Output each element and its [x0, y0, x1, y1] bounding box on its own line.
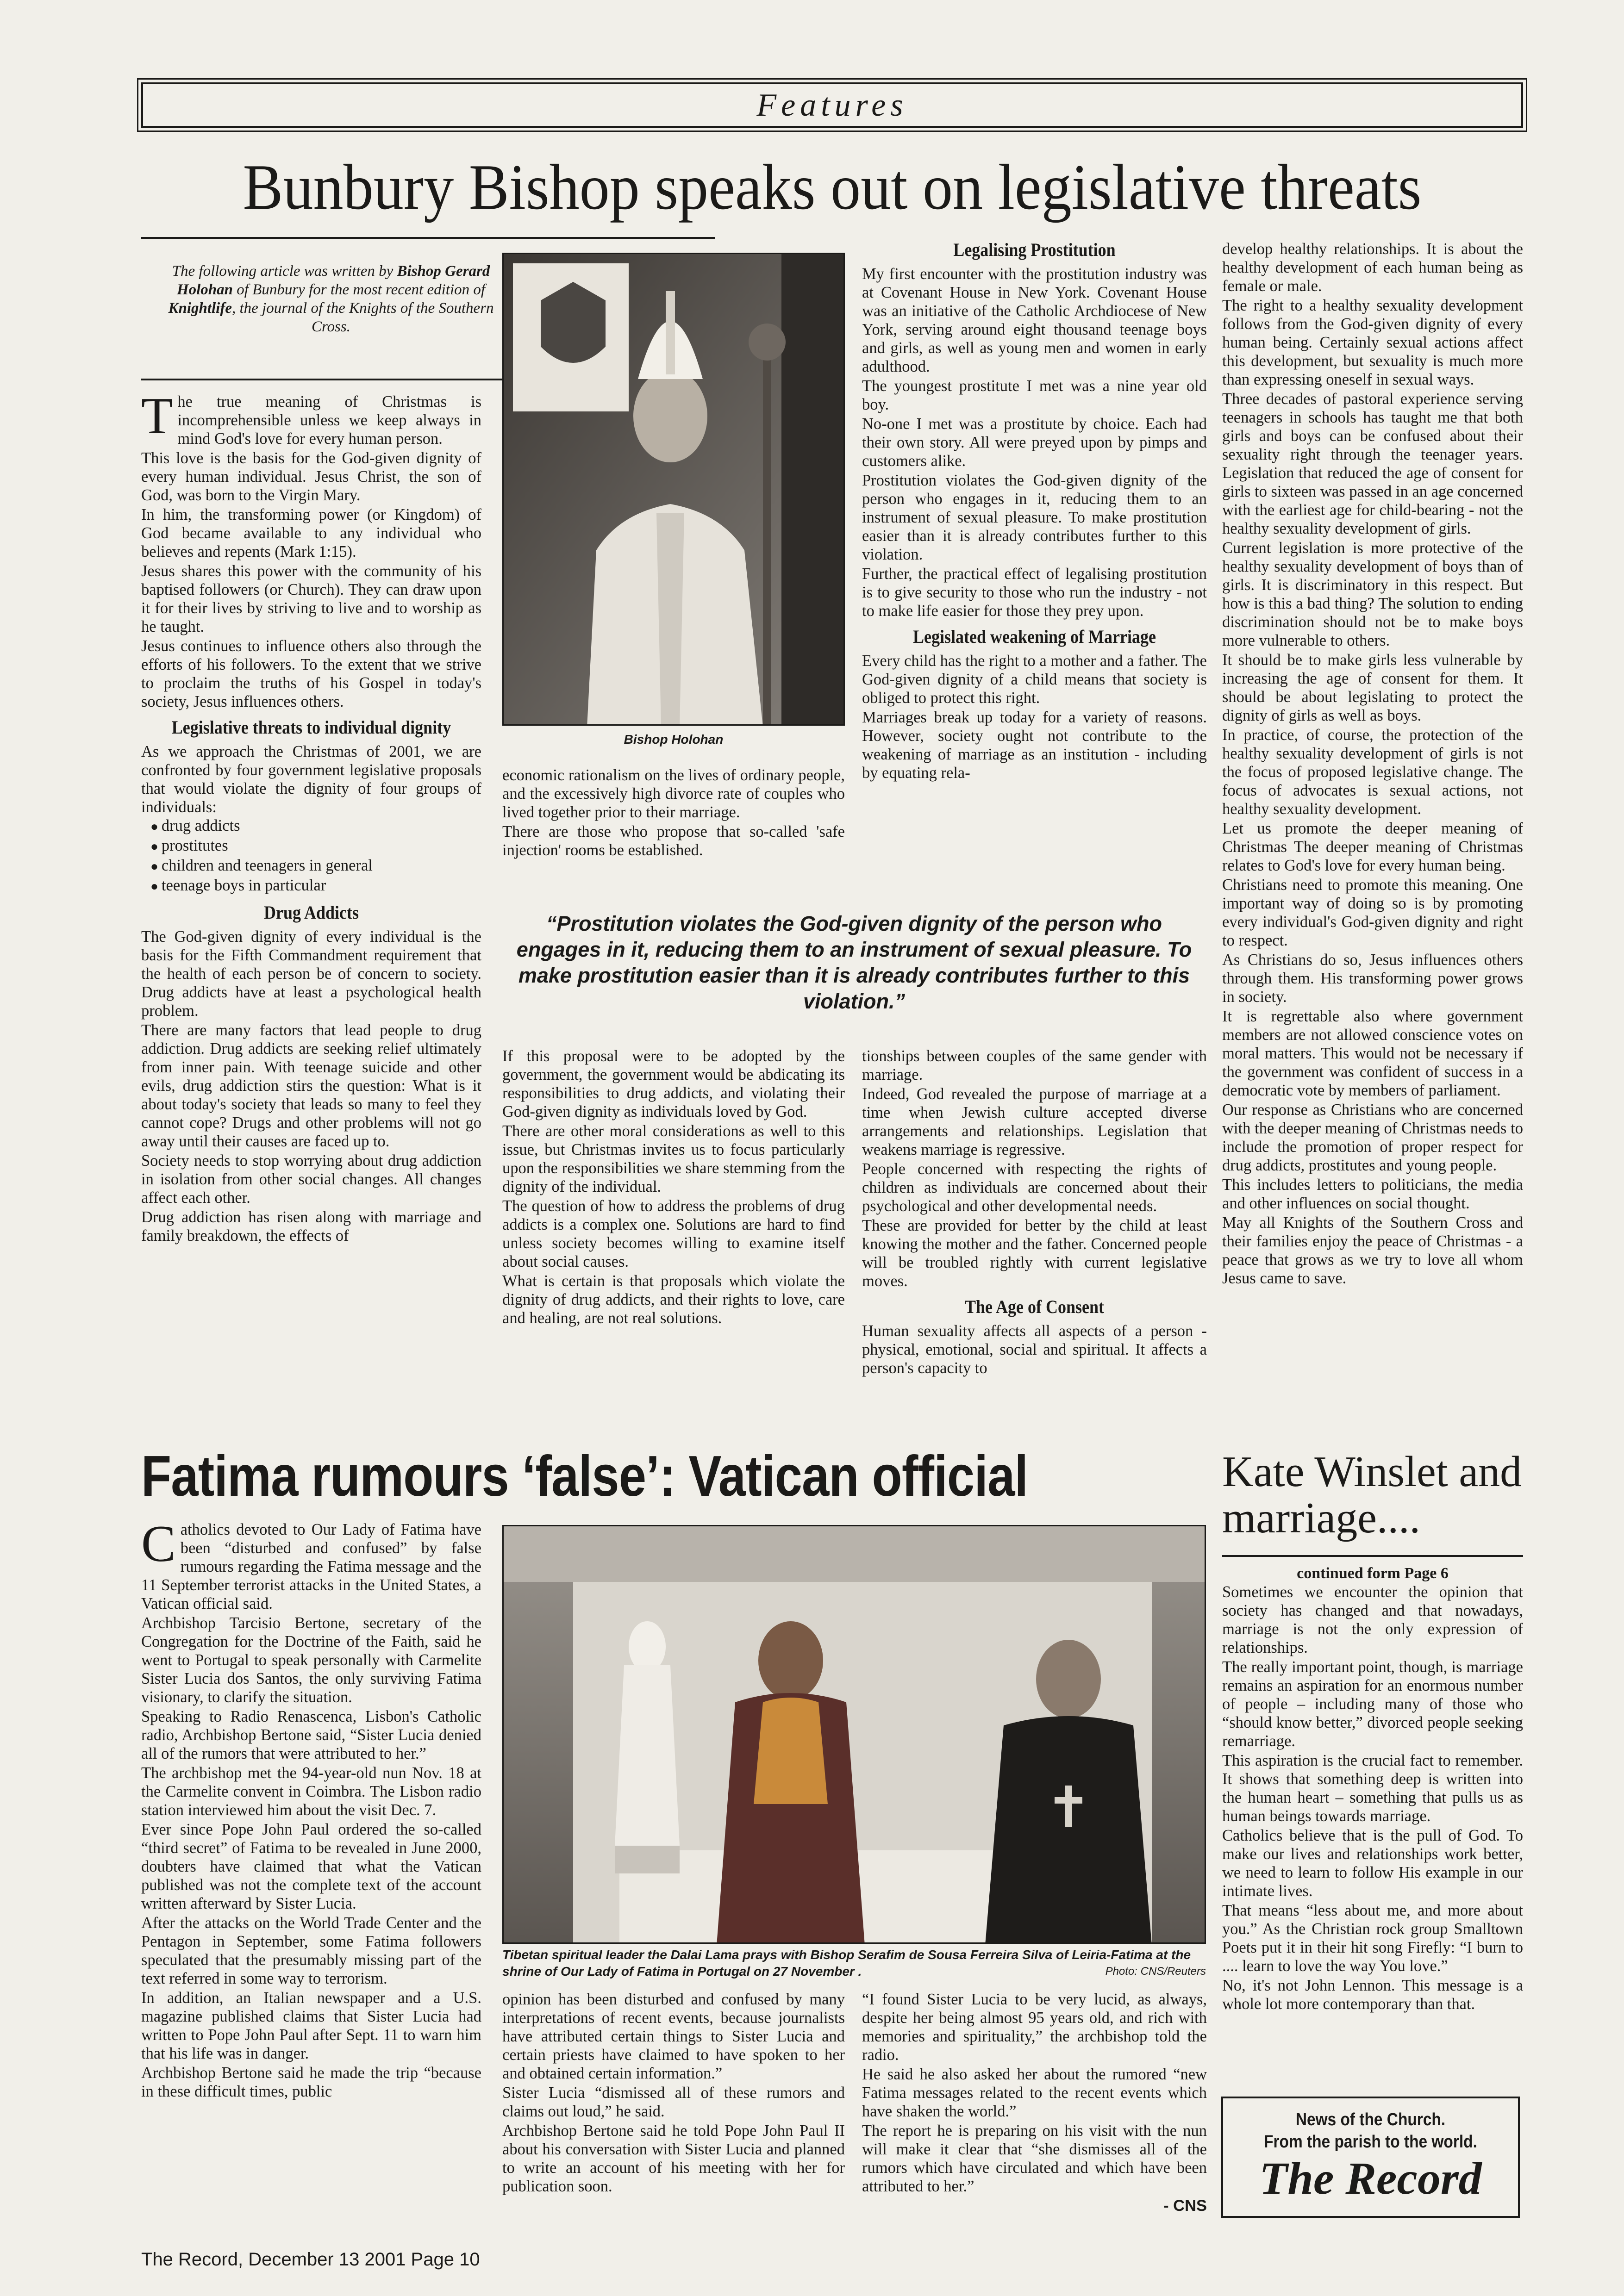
- subheading-age-of-consent: The Age of Consent: [964, 1296, 1104, 1317]
- bullet-item: ● drug addicts: [150, 816, 481, 836]
- kate-rule: [1222, 1555, 1523, 1557]
- paragraph: The question of how to address the problems of drug addicts is a complex one. Solutions are hard to find unless society becomes willing to examine itself about social causes.: [502, 1197, 845, 1270]
- paragraph: Catholics devoted to Our Lady of Fatima have been “disturbed and confused” by false rumours regarding the Fatima message and the 11 September terrorist attacks in the United States, a Vatican official said.: [141, 1515, 481, 1612]
- paragraph: Marriages break up today for a variety of reasons. However, society ought not contribute to the weakening of marriage as an institution - including by equating rela-: [862, 709, 1207, 782]
- paragraph: That means “less about me, and more about you.” As the Christian rock group Smalltown Poets put it in their hit song Firefly: “I burn to .... learn to love the way You love.”: [1222, 1902, 1523, 1975]
- subheading-legislative: Legislative threats to individual dignity: [171, 717, 451, 738]
- paragraph: No-one I met was a prostitute by choice. Each had their own story. All were preyed upon by pimps and customers alike.: [862, 415, 1207, 470]
- paragraph: Ever since Pope John Paul ordered the so-called “third secret” of Fatima to be revealed in June 2000, doubters have claimed that what the Vatican published was not the complete text of the account written afterward by Sister Lucia.: [141, 1821, 481, 1912]
- paragraph: Drug addiction has risen along with marriage and family breakdown, the effects of: [141, 1208, 481, 1244]
- paragraph: My first encounter with the prostitution industry was at Covenant House in New York. Covenant House was an initiative of the Catholic Archdiocese of New York, serving around eight thousand teenage boys and girls, as well as young men and women in early adulthood.: [862, 265, 1207, 375]
- paragraph: Let us promote the deeper meaning of Christmas The deeper meaning of Christmas relates to God's love for every human being.: [1222, 820, 1523, 874]
- column-1: [141, 387, 481, 1245]
- paragraph: Further, the practical effect of legalising prostitution is to give security to those who run the industry - not to make life easier for those they prey upon.: [862, 565, 1207, 620]
- paragraph: It should be to make girls less vulnerable by increasing the age of consent for them. It should be about legislating to protect the dignity of girls as well as boys.: [1222, 651, 1523, 724]
- paragraph: The really important point, though, is marriage remains an aspiration for an enormous number of people – including many of those who “should know better,” divorced people seeking remarriage.: [1222, 1658, 1523, 1750]
- subheading-marriage: Legislated weakening of Marriage: [913, 626, 1156, 647]
- paragraph: It is regrettable also where government members are not allowed conscience votes on moral matters. This would not be necessary if the government was confident of success in a democratic vote by members of parliament.: [1222, 1008, 1523, 1099]
- section-banner: [141, 82, 1523, 128]
- byline-cns: - CNS: [1163, 2197, 1207, 2215]
- paragraph: Society needs to stop worrying about drug addiction in isolation from other social changes. All changes affect each other.: [141, 1152, 481, 1207]
- paragraph: The archbishop met the 94-year-old nun Nov. 18 at the Carmelite convent in Coimbra. The Lisbon radio station interviewed him about the visit Dec. 7.: [141, 1764, 481, 1819]
- bullet-item: ● prostitutes: [150, 836, 481, 856]
- paragraph: In him, the transforming power (or Kingdom) of God became available to any individual who believes and repents (Mark 1:15).: [141, 506, 481, 560]
- photo-credit: Photo: CNS/Reuters: [1105, 1965, 1206, 1978]
- paragraph: develop healthy relationships. It is about the healthy development of each human being as female or male.: [1222, 240, 1523, 295]
- paragraph: This aspiration is the crucial fact to remember. It shows that something deep is written into the human heart – something that pulls us as human beings towards marriage.: [1222, 1752, 1523, 1825]
- paragraph: Catholics believe that is the pull of God. To make our lives and relationships work better, we need to learn to follow His example in our intimate lives.: [1222, 1827, 1523, 1900]
- paragraph: The true meaning of Christmas is incomprehensible unless we keep always in mind God's love for every human person.: [141, 387, 481, 448]
- paragraph: Christians need to promote this meaning. One important way of doing so is by promoting every individual's God-given dignity and right to respect.: [1222, 876, 1523, 949]
- column-3-upper: [862, 240, 1207, 782]
- kate-column: [1222, 1564, 1523, 2013]
- paragraph: This includes letters to politicians, the media and other influences on social thought.: [1222, 1176, 1523, 1212]
- paragraph: Current legislation is more protective of the healthy sexuality development of boys than of girls. It is discriminatory in this respect. But how is this a bad thing? The solution to ending discrimination should not be to make boys more vulnerable to others.: [1222, 539, 1523, 649]
- record-logo: The Record: [1259, 2153, 1482, 2204]
- paragraph: There are other moral considerations as well to this issue, but Christmas invites us to focus particularly upon the responsibilities we share stemming from the dignity of the individual.: [502, 1122, 845, 1195]
- bullet-item: ● teenage boys in particular: [150, 876, 481, 896]
- fatima-column-1: [141, 1515, 481, 2101]
- ad-line-1: News of the Church.: [1295, 2110, 1446, 2129]
- fatima-photo-caption: Tibetan spiritual leader the Dalai Lama prays with Bishop Serafim de Sousa Ferreira Silva of Leiria-Fatima at the shrine of Our Lady of Fatima in Portugal on 27 November . Photo: CNS/Reuters: [502, 1947, 1206, 1980]
- paragraph: May all Knights of the Southern Cross and their families enjoy the peace of Christmas - a peace that grows as we try to love all whom Jesus came to save.: [1222, 1214, 1523, 1287]
- record-ad: [1221, 2097, 1520, 2218]
- paragraph: What is certain is that proposals which violate the dignity of drug addicts, and their rights to love, care and healing, are not real solutions.: [502, 1272, 845, 1327]
- paragraph: This love is the basis for the God-given dignity of every human individual. Jesus Christ, the son of God, was born to the Virgin Mary.: [141, 449, 481, 504]
- paragraph: Speaking to Radio Renascenca, Lisbon's Catholic radio, Archbishop Bertone said, “Sister Lucia denied all of the rumors that were attributed to her.”: [141, 1708, 481, 1762]
- paragraph: There are those who propose that so-called 'safe injection' rooms be established.: [502, 823, 845, 859]
- paragraph: As we approach the Christmas of 2001, we are confronted by four government legislative proposals that would violate the dignity of four groups of individuals:: [141, 743, 481, 816]
- paragraph: These are provided for better by the child at least knowing the mother and the father. Concerned people will be troubled rightly with current legislative moves.: [862, 1217, 1207, 1290]
- paragraph: The youngest prostitute I met was a nine year old boy.: [862, 377, 1207, 413]
- column-2-lower: [502, 1047, 845, 1327]
- fatima-photo: [502, 1525, 1206, 1944]
- paragraph: The God-given dignity of every individual is the basis for the Fifth Commandment requirement that the health of each person be of concern to society. Drug addicts have at least a psychological health problem.: [141, 928, 481, 1020]
- paragraph: tionships between couples of the same gender with marriage.: [862, 1047, 1207, 1083]
- page-footer: The Record, December 13 2001 Page 10: [141, 2249, 480, 2270]
- paragraph: “I found Sister Lucia to be very lucid, as always, despite her being almost 95 years old, and rich with memories and spirituality,” the archbishop told the radio.: [862, 1991, 1207, 2064]
- bullet-list: [150, 816, 481, 896]
- paragraph: He said he also asked her about the rumored “new Fatima messages related to the recent events which have shaken the world.”: [862, 2066, 1207, 2120]
- paragraph: economic rationalism on the lives of ordinary people, and the excessively high divorce rate of couples who lived together prior to their marriage.: [502, 766, 845, 821]
- paragraph: Three decades of pastoral experience serving teenagers in schools has taught me that both girls and boys can be confused about their sexuality right through the teenager years. Legislation that reduced the age of consent for girls to sixteen was passed in an age concerned with the earliest age for child-bearing - not the healthy sexuality development of girls.: [1222, 390, 1523, 537]
- paragraph: If this proposal were to be adopted by the government, the government would be abdicating its responsibilities to drug addicts, and violating their God-given dignity as individuals loved by God.: [502, 1047, 845, 1120]
- paragraph: In practice, of course, the protection of the healthy sexuality development of girls is not the focus of proposed legislative change. The focus of advocates is sexual actions, not healthy sexuality development.: [1222, 726, 1523, 818]
- paragraph: Our response as Christians who are concerned with the deeper meaning of Christmas needs to include the promotion of proper respect for drug addicts, prostitutes and young people.: [1222, 1101, 1523, 1174]
- paragraph: In addition, an Italian newspaper and a U.S. magazine published claims that Sister Lucia had written to Pope John Paul after Sept. 11 to warn him that his life was in danger.: [141, 1989, 481, 2062]
- subheading-prostitution: Legalising Prostitution: [953, 239, 1116, 260]
- paragraph: The right to a healthy sexuality development follows from the God-given dignity of every human being. Certainly sexual actions affect this development, but sexuality is much more than expressing oneself in sexual ways.: [1222, 297, 1523, 388]
- ad-line-2: From the parish to the world.: [1264, 2132, 1477, 2152]
- fatima-photo-image: [504, 1526, 1206, 1944]
- paragraph: Archbishop Bertone said he made the trip “because in these difficult times, public: [141, 2064, 481, 2100]
- pull-quote: “Prostitution violates the God-given dignity of the person who engages in it, reducing them to an instrument of sexual pleasure. To make prostitution easier than it is already contributes further to this violation.”: [516, 912, 1192, 1013]
- paragraph: Indeed, God revealed the purpose of marriage at a time when Jewish culture accepted diverse arrangements and relationships. Legislation that weakens marriage is regressive.: [862, 1085, 1207, 1158]
- paragraph: There are many factors that lead people to drug addiction. Drug addicts are seeking relief ultimately from inner pain. With teenage suicide and other evils, drug addiction stirs the question: What is it about today's society that leads so many to feel they cannot cope? Drugs and other problems will not go away until their causes are faced up to.: [141, 1021, 481, 1150]
- paragraph: Human sexuality affects all aspects of a person - physical, emotional, social and spiritual. It affects a person's capacity to: [862, 1322, 1207, 1377]
- subheading-drug-addicts: Drug Addicts: [263, 902, 359, 923]
- headline-rule: [141, 237, 715, 239]
- bishop-photo-caption: Bishop Holohan: [624, 732, 724, 747]
- intro-blurb: The following article was written by Bishop Gerard Holohan of Bunbury for the most recent edition of Knightlife, the journal of the Knights of the Southern Cross.: [168, 263, 494, 335]
- fatima-column-2: [502, 1990, 845, 2196]
- paragraph: opinion has been disturbed and confused by many interpretations of recent events, because journalists have attributed certain things to Sister Lucia and certain priests have claimed to have spoken to her and obtained certain information.”: [502, 1991, 845, 2082]
- paragraph: Every child has the right to a mother and a father. The God-given dignity of a child means that society is obliged to protect this right.: [862, 652, 1207, 707]
- paragraph: People concerned with respecting the rights of children as individuals are concerned about their psychological and other developmental needs.: [862, 1160, 1207, 1215]
- paragraph: The report he is preparing on his visit with the nun will make it clear that “she dismisses all of the rumors which have circulated and which have been attributed to her.”: [862, 2122, 1207, 2195]
- main-headline: Bunbury Bishop speaks out on legislative threats: [243, 151, 1422, 223]
- paragraph: Prostitution violates the God-given dignity of the person who engages in it, reducing them to an instrument of sexual pleasure. To make prostitution easier than it is already contributes further to this violation.: [862, 472, 1207, 563]
- continued-note: continued form Page 6: [1297, 1565, 1449, 1582]
- section-label: Features: [756, 87, 908, 123]
- paragraph: Sometimes we encounter the opinion that society has changed and that nowadays, marriage is not the only expression of relationships.: [1222, 1583, 1523, 1656]
- fatima-headline: Fatima rumours ‘false’: Vatican official: [141, 1444, 1028, 1508]
- bullet-item: ● children and teenagers in general: [150, 856, 481, 876]
- paragraph: Jesus shares this power with the community of his baptised followers (or Church). They can draw upon it for their lives by striving to live and to worship as he taught.: [141, 562, 481, 635]
- paragraph: Jesus continues to influence others also through the efforts of his followers. To the extent that we strive to proclaim the truths of his Gospel in today's society, Jesus influences others.: [141, 637, 481, 710]
- bishop-photo-image: [504, 254, 845, 726]
- paragraph: As Christians do so, Jesus influences others through them. His transforming power grows in society.: [1222, 951, 1523, 1006]
- kate-headline: Kate Winslet and marriage....: [1222, 1448, 1522, 1542]
- column-3-lower: [862, 1047, 1207, 1377]
- paragraph: Sister Lucia “dismissed all of these rumors and claims out loud,” he said.: [502, 2084, 845, 2120]
- bishop-photo: [502, 253, 845, 726]
- paragraph: Archbishop Tarcisio Bertone, secretary of the Congregation for the Doctrine of the Faith, said he went to Portugal to speak personally with Carmelite Sister Lucia dos Santos, the only surviving Fatima visionary, to clarify the situation.: [141, 1614, 481, 1706]
- paragraph: Archbishop Bertone said he told Pope John Paul II about his conversation with Sister Lucia and planned to write an account of his meeting with her for publication soon.: [502, 2122, 845, 2195]
- fatima-column-3: [862, 1990, 1207, 2215]
- column-2-upper: [502, 766, 845, 859]
- paragraph: After the attacks on the World Trade Center and the Pentagon in September, some Fatima followers speculated that the presumably missing part of the text referred in some way to terrorism.: [141, 1914, 481, 1987]
- paragraph: No, it's not John Lennon. This message is a whole lot more contemporary than that.: [1222, 1977, 1523, 2013]
- column-4: [1222, 240, 1523, 1288]
